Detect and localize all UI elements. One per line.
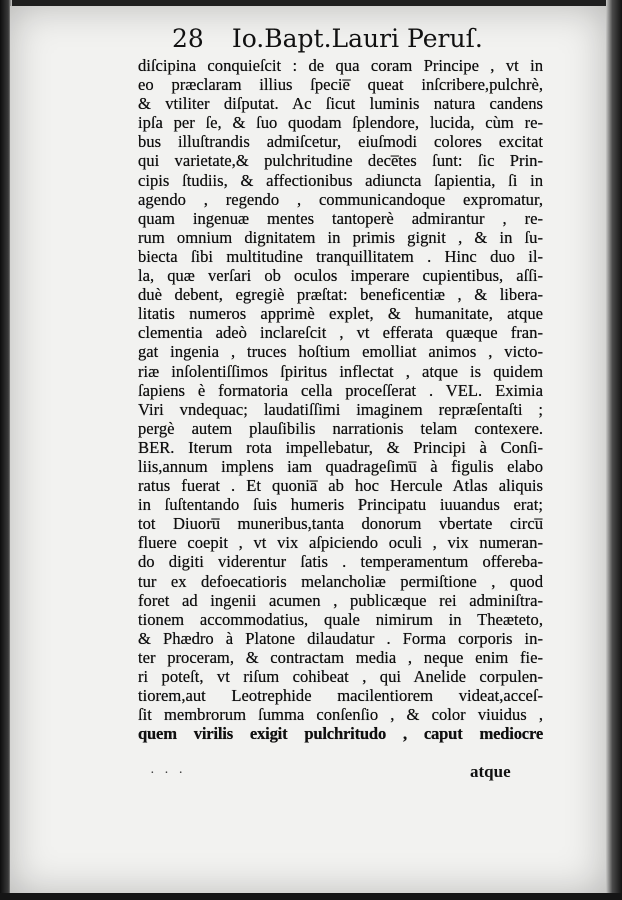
text-line: litatis numeros apprimè explet, & humanitate, atque <box>138 304 543 324</box>
text-line: ri poteſt, vt riſum cohibeat , qui Anelide corpulen- <box>138 667 543 686</box>
text-line: qui varietate,& pulchritudine dece̅tes ſunt: ſic Prin- <box>138 151 543 171</box>
text-line: ipſa per ſe, & ſuo quodam ſplendore, lucida, cùm re- <box>138 113 543 133</box>
running-head-title: Io.Bapt.Lauri Peruſ. <box>231 24 483 53</box>
running-head <box>172 24 552 56</box>
text-line: la, quæ verſari ob oculos imperare cupientibus, aſſi- <box>138 266 543 286</box>
text-line: liis,annum implens iam quadrageſimu̅ à figulis elabo <box>138 456 543 476</box>
text-line: duè debent, egregiè præſtat: beneficentiæ , & libera- <box>138 285 543 305</box>
text-line: riæ inſolentiſſimos ſpiritus inflectat , atque is quidem <box>138 361 543 381</box>
text-line: biecta ſibi multitudine tranquillitatem . Hinc duo il- <box>138 246 543 266</box>
text-line: diſcipina conquieſcit : de qua coram Principe , vt in <box>138 56 543 75</box>
text-line: tot Diuoru̅ muneribus,tanta donorum vbertate circu̅ <box>138 514 543 534</box>
text-line: tur ex defoecatioris melancholiæ permiſtione , quod <box>138 571 543 591</box>
text-line: fluere coepit , vt vix aſpiciendo oculi , vix numeran- <box>138 533 543 553</box>
text-line: pergè autem plauſibilis narrationis telam contexere. <box>138 418 543 438</box>
text-line: bus illuſtrandis admiſcetur, eiuſmodi colores excitat <box>138 132 543 152</box>
text-line: do digiti viderentur ſatis . temperamentum offereba- <box>138 552 543 572</box>
text-line: tionem accommodatius, quale nimirum in Theæteto, <box>138 609 543 629</box>
text-line: in ſuſtentando ſuis humeris Principatu iuuandus erat; <box>138 495 543 515</box>
text-line: rum omnium dignitatem in primis gignit , & in ſu- <box>138 227 543 247</box>
book-page-edge-bottom <box>0 893 622 900</box>
page-number: 28 <box>172 24 204 53</box>
text-line: clementia adeò inclareſcit , vt efferata quæque fran- <box>138 323 543 343</box>
text-line: BER. Iterum rota impellebatur, & Principi à Conſi- <box>138 437 543 457</box>
text-line: eo præclaram illius ſpecie̅ queat inſcribere,pulchrè, <box>138 75 543 95</box>
text-line: agendo , regendo , communicandoque expromatur, <box>138 189 543 209</box>
signature-marks: · · · <box>150 766 186 781</box>
text-line: ter proceram, & contractam media , neque enim fie- <box>138 647 543 667</box>
body-text <box>138 56 543 743</box>
text-line: & vtiliter diſputat. Ac ſicut luminis natura candens <box>138 94 543 114</box>
text-line: quam ingenuæ mentes tantoperè admirantur , re- <box>138 208 543 228</box>
text-line: ſapiens è formatoria cella proceſſerat . VEL. Eximia <box>138 380 543 400</box>
catchword: atque <box>470 762 511 781</box>
text-line: Viri vndequac; laudatiſſimi imaginem repræſentaſti ; <box>138 399 543 419</box>
book-page-edge-right <box>606 0 622 900</box>
text-line: quem virilis exigit pulchritudo , caput mediocre <box>138 724 543 744</box>
text-line: cipis ſtudiis, & affectionibus adiuncta ſapientia, ſi in <box>138 170 543 190</box>
text-line: & Phædro à Platone dilaudatur . Forma corporis in- <box>138 628 543 648</box>
text-line: foret ad ingenii acumen , publicæque rei adminiſtra- <box>138 590 543 610</box>
text-line: tiorem,aut Leotrephide macilentiorem videat,acceſ- <box>138 686 543 706</box>
text-line: gat ingenia , truces hoſtium emolliat animos , victo- <box>138 342 543 362</box>
text-line: ratus fuerat . Et quonia̅ ab hoc Hercule Atlas aliquis <box>138 476 543 496</box>
text-line: ſit membrorum ſumma conſenſio , & color viuidus , <box>138 705 543 725</box>
